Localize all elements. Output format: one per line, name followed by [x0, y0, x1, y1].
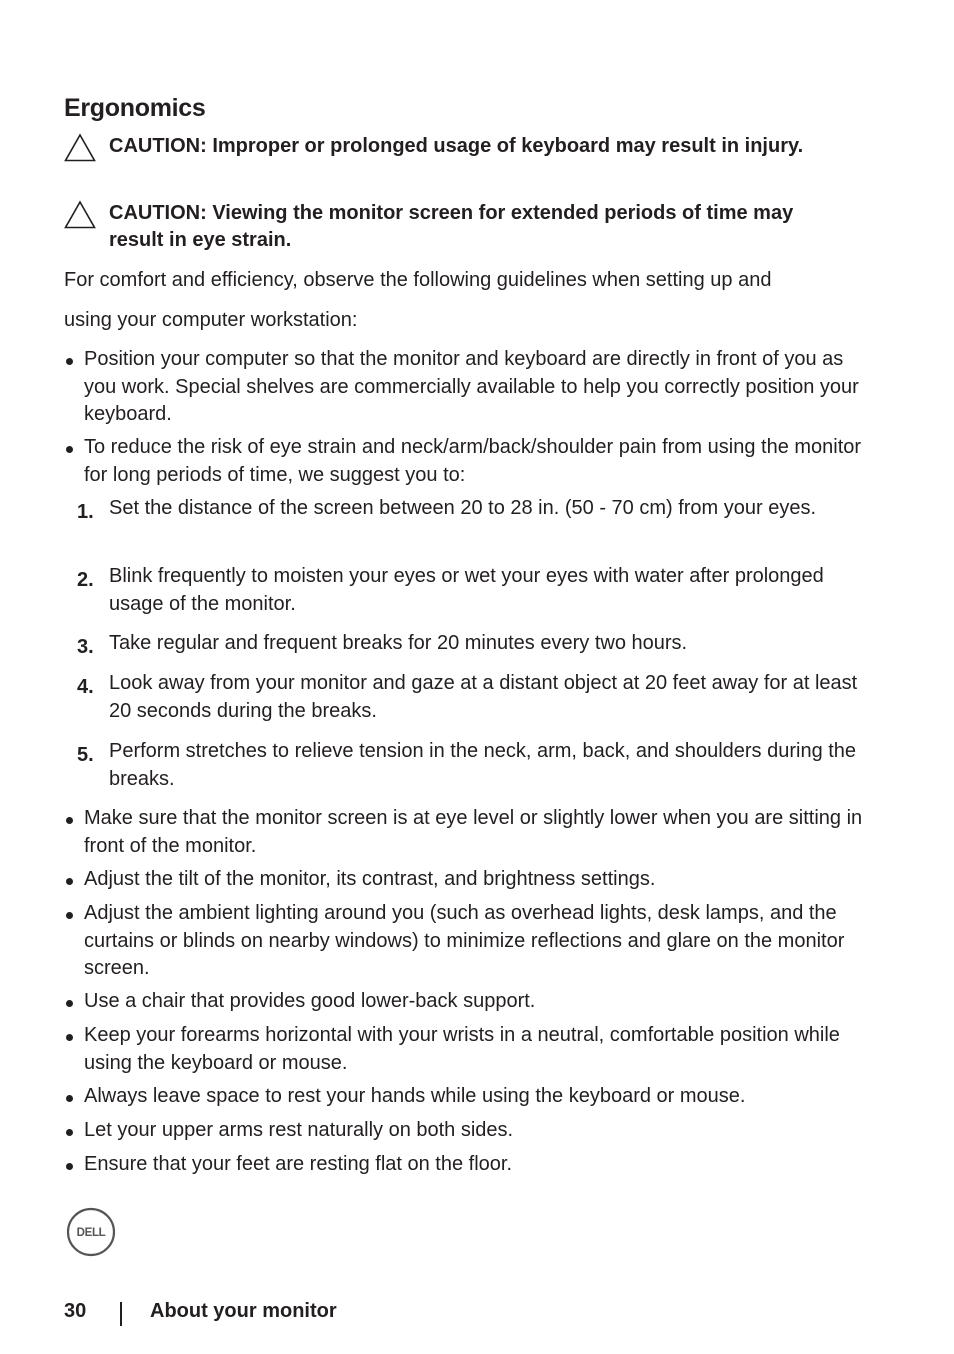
- step-text: Blink frequently to moisten your eyes or wet your eyes with water after prolonged usage of the monitor.: [109, 565, 824, 615]
- list-item-text: Use a chair that provides good lower-back support.: [84, 990, 536, 1012]
- list-item-text: Position your computer so that the monitor and keyboard are directly in front of you as you work. Special shelves are commercially available to help you correctly position your keyboard.: [84, 348, 859, 425]
- caution-text: CAUTION: Improper or prolonged usage of keyboard may result in injury.: [109, 135, 804, 157]
- intro-line-1: For comfort and efficiency, observe the following guidelines when setting up and: [64, 269, 772, 291]
- footer-divider: [120, 1302, 122, 1326]
- bullet-icon: [66, 817, 73, 824]
- bullet-icon: [66, 878, 73, 885]
- caution-triangle-icon: [64, 200, 96, 230]
- step-number: 2.: [77, 569, 94, 591]
- list-item-text: Keep your forearms horizontal with your wrists in a neutral, comfortable position while using the keyboard or mouse.: [84, 1024, 840, 1074]
- step-text: Set the distance of the screen between 20 to 28 in. (50 - 70 cm) from your eyes.: [109, 497, 817, 519]
- dell-logo-icon: [66, 1207, 116, 1257]
- bullet-icon: [66, 912, 73, 919]
- bullet-icon: [66, 1129, 73, 1136]
- bullet-icon: [66, 1095, 73, 1102]
- list-item-text: Let your upper arms rest naturally on both sides.: [84, 1119, 514, 1141]
- step-text: Look away from your monitor and gaze at a distant object at 20 feet away for at least 20 seconds during the breaks.: [109, 672, 858, 722]
- list-item-text: Adjust the tilt of the monitor, its contrast, and brightness settings.: [84, 868, 656, 890]
- page-number: 30: [64, 1300, 87, 1322]
- list-item-text: Adjust the ambient lighting around you (such as overhead lights, desk lamps, and the curtains or blinds on nearby windows) to minimize reflections and glare on the monitor screen.: [84, 902, 845, 979]
- list-item-text: Always leave space to rest your hands while using the keyboard or mouse.: [84, 1085, 746, 1107]
- bullet-icon: [66, 446, 73, 453]
- step-number: 4.: [77, 676, 94, 698]
- list-item-text: Ensure that your feet are resting flat on the floor.: [84, 1153, 513, 1175]
- section-heading: Ergonomics: [64, 94, 206, 122]
- list-item-text: To reduce the risk of eye strain and neck/arm/back/shoulder pain from using the monitor for long periods of time, we suggest you to:: [84, 436, 862, 486]
- bullet-icon: [66, 1163, 73, 1170]
- caution-triangle-icon: [64, 133, 96, 163]
- list-item-text: Make sure that the monitor screen is at eye level or slightly lower when you are sitting in front of the monitor.: [84, 807, 863, 857]
- bullet-icon: [66, 1000, 73, 1007]
- step-text: Perform stretches to relieve tension in the neck, arm, back, and shoulders during the breaks.: [109, 740, 857, 790]
- step-number: 5.: [77, 744, 94, 766]
- intro-line-2: using your computer workstation:: [64, 309, 358, 331]
- step-text: Take regular and frequent breaks for 20 minutes every two hours.: [109, 632, 688, 654]
- bullet-icon: [66, 358, 73, 365]
- footer-section-title: About your monitor: [150, 1300, 337, 1322]
- dell-logo-text: DELL: [76, 1227, 106, 1239]
- bullet-icon: [66, 1034, 73, 1041]
- caution-text: CAUTION: Viewing the monitor screen for extended periods of time may result in eye strain.: [109, 202, 794, 251]
- step-number: 3.: [77, 636, 94, 658]
- step-number: 1.: [77, 501, 94, 523]
